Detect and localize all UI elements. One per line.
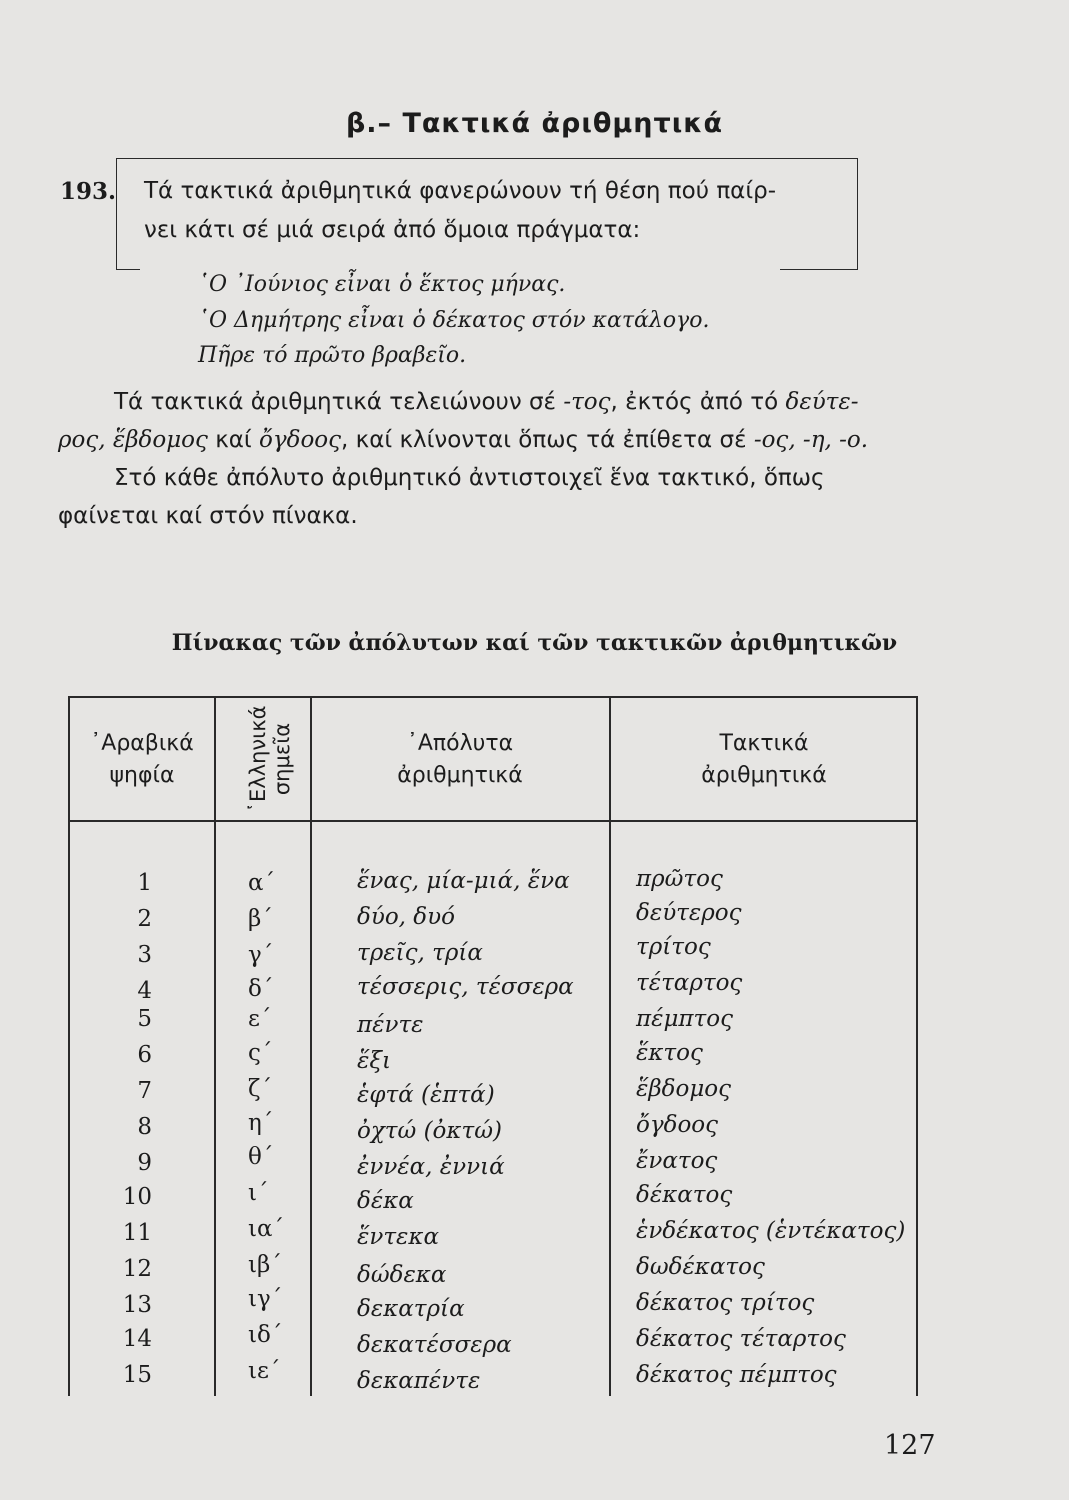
ordinal-cell: δέκατος	[636, 1182, 733, 1208]
arabic-cell: 9	[137, 1150, 152, 1176]
cardinal-cell: δώδεκα	[357, 1262, 447, 1288]
text: καί	[207, 427, 260, 453]
explanation-paragraph	[58, 383, 918, 535]
arabic-cell: 15	[122, 1362, 152, 1388]
arabic-cell: 10	[122, 1184, 152, 1210]
ordinal-cell: ἔνατος	[636, 1148, 718, 1174]
arabic-cell: 7	[137, 1078, 152, 1104]
example-sentence: ῾Ο ᾽Ιούνιος εἶναι ὁ ἕκτος μήνας.	[198, 272, 566, 297]
text: , ἐκτός ἀπό τό	[610, 389, 786, 415]
greek-cell: η΄	[248, 1110, 274, 1136]
header-text: Τακτικά	[719, 731, 809, 756]
header-text: ἀριθμητικά	[397, 763, 523, 788]
ordinal-cell: τρίτος	[636, 934, 711, 960]
arabic-cell: 14	[122, 1326, 152, 1352]
header-greek-signs-2: σημεῖα	[270, 722, 294, 796]
rule-text	[144, 172, 844, 250]
header-cardinal	[314, 728, 606, 792]
cardinal-cell: τέσσερις, τέσσερα	[357, 974, 574, 1000]
header-greek-signs-1: ῾Ελληνικά	[246, 705, 270, 813]
ordinal-cell: ὄγδοος	[636, 1112, 719, 1138]
greek-cell: ιβ΄	[248, 1252, 282, 1278]
cardinal-cell: πέντε	[357, 1012, 424, 1038]
table-top-rule	[68, 696, 918, 698]
text-italic: -ος, -η, -ο.	[753, 427, 869, 453]
para-line	[58, 383, 918, 421]
arabic-cell: 6	[137, 1042, 152, 1068]
table-col-line	[609, 696, 611, 1396]
text-italic: δεύτε-	[785, 389, 859, 415]
greek-cell: ιδ΄	[248, 1322, 283, 1348]
para-line: φαίνεται καί στόν πίνακα.	[58, 503, 358, 529]
cardinal-cell: δέκα	[357, 1188, 414, 1214]
arabic-cell: 1	[137, 870, 152, 896]
rule-line: νει κάτι σέ μιά σειρά ἀπό ὅμοια πράγματα:	[144, 217, 641, 243]
cardinal-cell: ἑφτά (ἑπτά)	[357, 1082, 495, 1108]
ordinal-cell: δέκατος τέταρτος	[636, 1326, 846, 1352]
greek-cell: ια΄	[248, 1216, 285, 1242]
example-sentence: ῾Ο Δημήτρης εἶναι ὁ δέκατος στόν κατάλογο.	[198, 308, 710, 333]
greek-cell: ζ΄	[248, 1076, 272, 1102]
arabic-cell: 5	[137, 1006, 152, 1032]
cardinal-cell: ἕνας, μία-μιά, ἕνα	[357, 868, 570, 894]
rule-line: Τά τακτικά ἀριθμητικά φανερώνουν τή θέση πού παίρ-	[144, 178, 777, 204]
para-line	[58, 421, 918, 459]
greek-cell: α΄	[248, 870, 276, 896]
greek-cell: ιε΄	[248, 1358, 281, 1384]
table-col-line	[310, 696, 312, 1396]
header-text: ἀριθμητικά	[701, 763, 827, 788]
ordinal-cell: δέκατος πέμπτος	[636, 1362, 837, 1388]
greek-cell: γ΄	[248, 942, 274, 968]
section-number: 193.	[60, 178, 117, 205]
ordinal-cell: δωδέκατος	[636, 1254, 765, 1280]
ordinal-cell: πέμπτος	[636, 1006, 733, 1032]
header-arabic	[72, 728, 212, 792]
page-number: 127	[884, 1430, 936, 1461]
arabic-cell: 12	[122, 1256, 152, 1282]
table-col-line	[916, 696, 918, 1396]
cardinal-cell: ἕξι	[357, 1048, 392, 1074]
ordinal-cell: δεύτερος	[636, 900, 742, 926]
cardinal-cell: δύο, δυό	[357, 904, 455, 930]
cardinal-cell: τρεῖς, τρία	[357, 940, 483, 966]
arabic-cell: 11	[122, 1220, 152, 1246]
cardinal-cell: δεκαπέντε	[357, 1368, 481, 1394]
ordinal-cell: δέκατος τρίτος	[636, 1290, 815, 1316]
cardinal-cell: ἐννέα, ἐννιά	[357, 1154, 505, 1180]
ordinal-cell: πρῶτος	[636, 866, 723, 892]
cardinal-cell: δεκατρία	[357, 1296, 465, 1322]
text-italic: -τος	[563, 389, 611, 415]
header-text: ᾽Αραβικά	[90, 731, 194, 756]
greek-cell: θ΄	[248, 1144, 274, 1170]
text-italic: ὄγδοος	[259, 427, 342, 453]
table-col-line	[214, 696, 216, 1396]
greek-cell: β΄	[248, 906, 273, 932]
table-header-rule	[68, 820, 918, 822]
arabic-cell: 3	[137, 942, 152, 968]
cardinal-cell: ἕντεκα	[357, 1224, 440, 1250]
para-line: Στό κάθε ἀπόλυτο ἀριθμητικό ἀντιστοιχεῖ ἕνα τακτικό, ὅπως	[114, 465, 825, 491]
arabic-cell: 4	[137, 978, 152, 1004]
text: , καί κλίνονται ὅπως τά ἐπίθετα σέ	[341, 427, 754, 453]
greek-cell: δ΄	[248, 976, 274, 1002]
cardinal-cell: ὀχτώ (ὀκτώ)	[357, 1118, 502, 1144]
ordinal-cell: τέταρτος	[636, 970, 743, 996]
ordinal-cell: ἑνδέκατος (ἑντέκατος)	[636, 1218, 906, 1244]
table-title: Πίνακας τῶν ἀπόλυτων καί τῶν τακτικῶν ἀριθμητικῶν	[171, 630, 898, 656]
header-text: ᾽Απόλυτα	[406, 731, 514, 756]
ordinal-cell: ἕβδομος	[636, 1076, 732, 1102]
greek-cell: ε΄	[248, 1006, 272, 1032]
example-sentence: Πῆρε τό πρῶτο βραβεῖο.	[198, 343, 467, 368]
text: Τά τακτικά ἀριθμητικά τελειώνουν σέ	[114, 389, 564, 415]
table-col-line	[68, 696, 70, 1396]
greek-cell: ιγ΄	[248, 1286, 283, 1312]
ordinal-cell: ἕκτος	[636, 1040, 703, 1066]
cardinal-cell: δεκατέσσερα	[357, 1332, 512, 1358]
header-text: ψηφία	[109, 763, 175, 788]
arabic-cell: 13	[122, 1292, 152, 1318]
header-ordinal	[614, 728, 914, 792]
greek-cell: ς΄	[248, 1040, 273, 1066]
text-italic: ρος, ἕβδομος	[58, 427, 208, 453]
box-gap	[140, 262, 780, 272]
arabic-cell: 8	[137, 1114, 152, 1140]
arabic-cell: 2	[137, 906, 152, 932]
section-heading: β.– Τακτικά ἀριθμητικά	[345, 108, 724, 139]
greek-cell: ι΄	[248, 1180, 269, 1206]
